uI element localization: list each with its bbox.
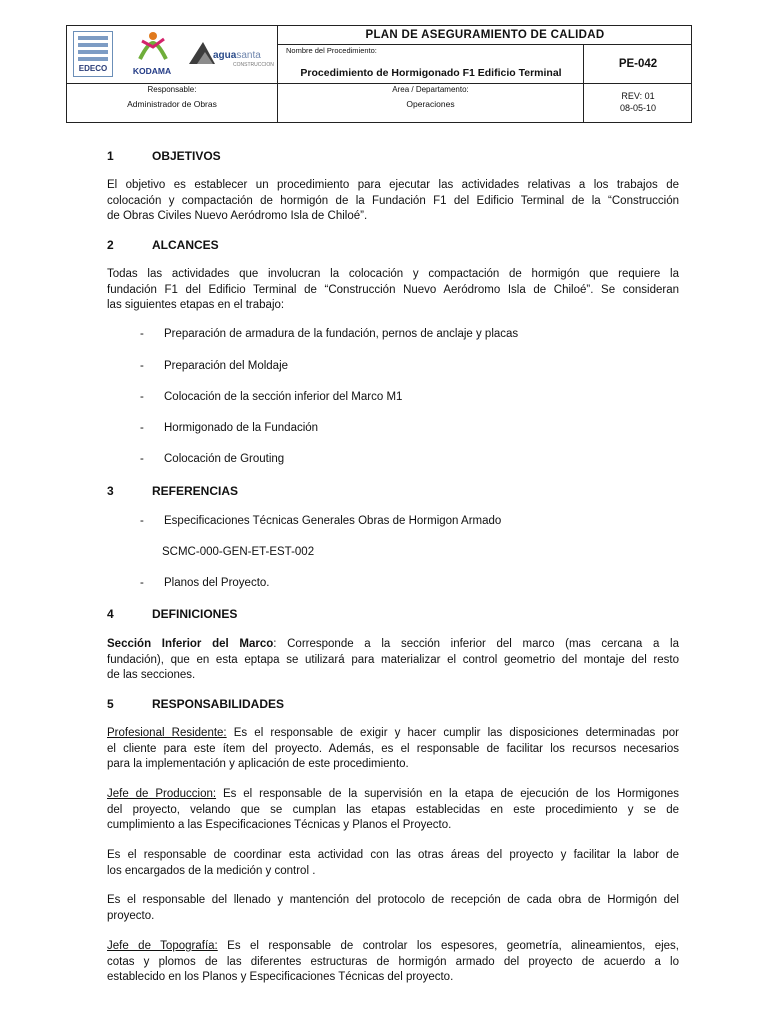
section-alcances-text: Todas las actividades que involucran la colocación y compactación de hormigón que requiere la fundación F1 del Edificio Terminal de “Construcción Nuevo Aeródromo Isla de Chiloé”. Se consideran las siguientes etapas en el trabajo:: [107, 268, 679, 311]
role-label: Profesional Residente:: [107, 727, 227, 739]
logos-cell: [67, 26, 278, 84]
procedure-name: Procedimiento de Hormigonado F1 Edificio Terminal: [300, 67, 562, 79]
responsibility-jefe-topografia: Jefe de Topografía: Es el responsable de controlar los espesores, geometría, alineamientos, ejes, cotas y plomos de las diferentes estructuras de hormigón armado del proyecto de acuerdo a lo establecido en los Planos y Especificaciones Técnicas del proyecto.: [107, 940, 680, 983]
list-item: - Colocación de Grouting: [140, 453, 285, 465]
responsible-value: Administrador de Obras: [127, 99, 217, 109]
list-item: - Hormigonado de la Fundación: [140, 422, 319, 434]
responsible-cell: [67, 84, 278, 122]
list-item: - Preparación del Moldaje: [140, 360, 289, 372]
kodama-logo: KODAMA: [122, 29, 182, 79]
area-value: Operaciones: [406, 99, 455, 109]
edeco-logo: EDECO: [73, 31, 113, 77]
plan-title: PLAN DE ASEGURAMIENTO DE CALIDAD: [278, 26, 692, 45]
responsible-label: Responsable:: [147, 85, 197, 94]
document-header-table: [66, 25, 692, 123]
section-heading-objetivos: 1 OBJETIVOS: [107, 149, 221, 163]
section-definiciones-text: Sección Inferior del Marco: Corresponde a la sección inferior del marco (mas cercana a la fundación), que en esta eptapa se utilizará para materializar el control geometrio del montaje del resto de las secciones.: [107, 638, 679, 681]
procedure-label: Nombre del Procedimiento:: [286, 46, 377, 55]
definition-term: Sección Inferior del Marco: [107, 638, 274, 650]
role-label: Jefe de Topografía:: [107, 940, 218, 952]
revision-cell: [584, 84, 692, 122]
role-label: Jefe de Produccion:: [107, 788, 217, 800]
procedure-code: PE-042: [584, 45, 692, 84]
procedure-cell: [278, 45, 584, 84]
responsibility-profesional-residente: Profesional Residente: Es el responsable de exigir y hacer cumplir las disposiciones determinadas por el cliente para este ítem del proyecto. Además, es el responsable de facilitar los recursos necesarios para la implementación y aplicación de este procedimiento.: [107, 727, 679, 770]
reference-code: SCMC-000-GEN-ET-EST-002: [162, 546, 315, 558]
list-item: - Planos del Proyecto.: [140, 577, 270, 589]
section-heading-definiciones: 4 DEFINICIONES: [107, 607, 238, 621]
list-item: - Especificaciones Técnicas Generales Obras de Hormigon Armado: [140, 515, 502, 527]
section-heading-referencias: 3 REFERENCIAS: [107, 484, 239, 498]
list-item: - Preparación de armadura de la fundación, pernos de anclaje y placas: [140, 328, 519, 340]
section-heading-responsabilidades: 5 RESPONSABILIDADES: [107, 697, 285, 711]
section-objetivos-text: El objetivo es establecer un procedimiento para ejecutar las actividades relativas a los trabajos de colocación y compactación de hormigón de la Fundación F1 del Edificio Terminal de la “Construcción de Obras Civiles Nuevo Aeródromo Isla de Chiloé”.: [107, 179, 679, 222]
area-cell: [278, 84, 584, 122]
aguasanta-logo: aguasanta CONSTRUCCION: [187, 36, 275, 76]
list-item: - Colocación de la sección inferior del Marco M1: [140, 391, 403, 403]
responsibility-protocol: Es el responsable del llenado y mantención del protocolo de recepción de cada obra de Hormigón del proyecto.: [107, 894, 679, 922]
revision-date: 08-05-10: [619, 103, 657, 113]
area-label: Area / Departamento:: [392, 85, 469, 94]
responsibility-jefe-produccion: Jefe de Produccion: Es el responsable de la supervisión en la etapa de ejecución de los Hormigones del proyecto, velando que se cumplan las etapas establecidas en este procedimiento y se de cumplimiento a las Especificaciones Técnicas y Planos el Proyecto.: [107, 788, 679, 831]
revision-number: REV: 01: [621, 91, 655, 101]
responsibility-coordination: Es el responsable de coordinar esta actividad con las otras áreas del proyecto y facilitar la labor de los encargados de la medición y control .: [107, 849, 679, 877]
section-heading-alcances: 2 ALCANCES: [107, 238, 219, 252]
